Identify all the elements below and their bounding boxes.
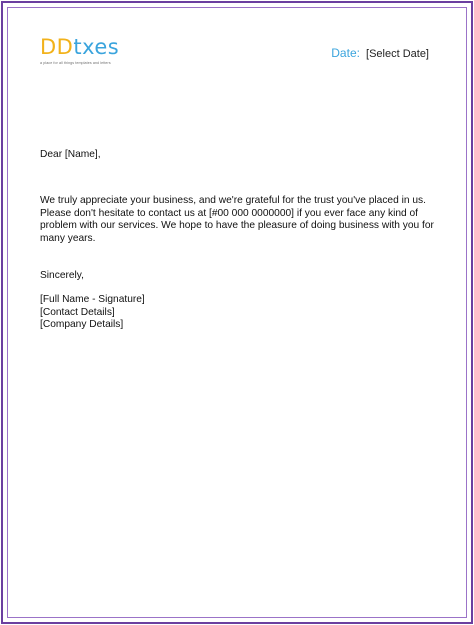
letter-body: We truly appreciate your business, and we're grateful for the trust you've placed in us. Please don't hesitate to contact us at [#00 000 0000000] if you ever face any kind of problem with our services. We hope to have the pleasure of doing business with you for many years. <box>40 195 434 244</box>
date-label: Date: <box>331 46 360 60</box>
company-logo <box>40 36 132 70</box>
signature-contact: [Contact Details] <box>40 306 115 318</box>
signature-company: [Company Details] <box>40 319 124 330</box>
signature-name: [Full Name - Signature] <box>40 294 145 305</box>
logo-tagline: a place for all things templates and letters <box>40 61 111 65</box>
letter-closing: Sincerely, <box>40 270 84 281</box>
signature-block <box>40 294 145 332</box>
date-field <box>331 46 429 60</box>
logo-wordmark-part1: DD <box>40 35 74 59</box>
logo-wordmark-part2: txes <box>73 35 120 59</box>
date-value[interactable]: [Select Date] <box>366 48 429 60</box>
logo-wordmark <box>40 36 132 58</box>
letter-salutation: Dear [Name], <box>40 149 101 160</box>
